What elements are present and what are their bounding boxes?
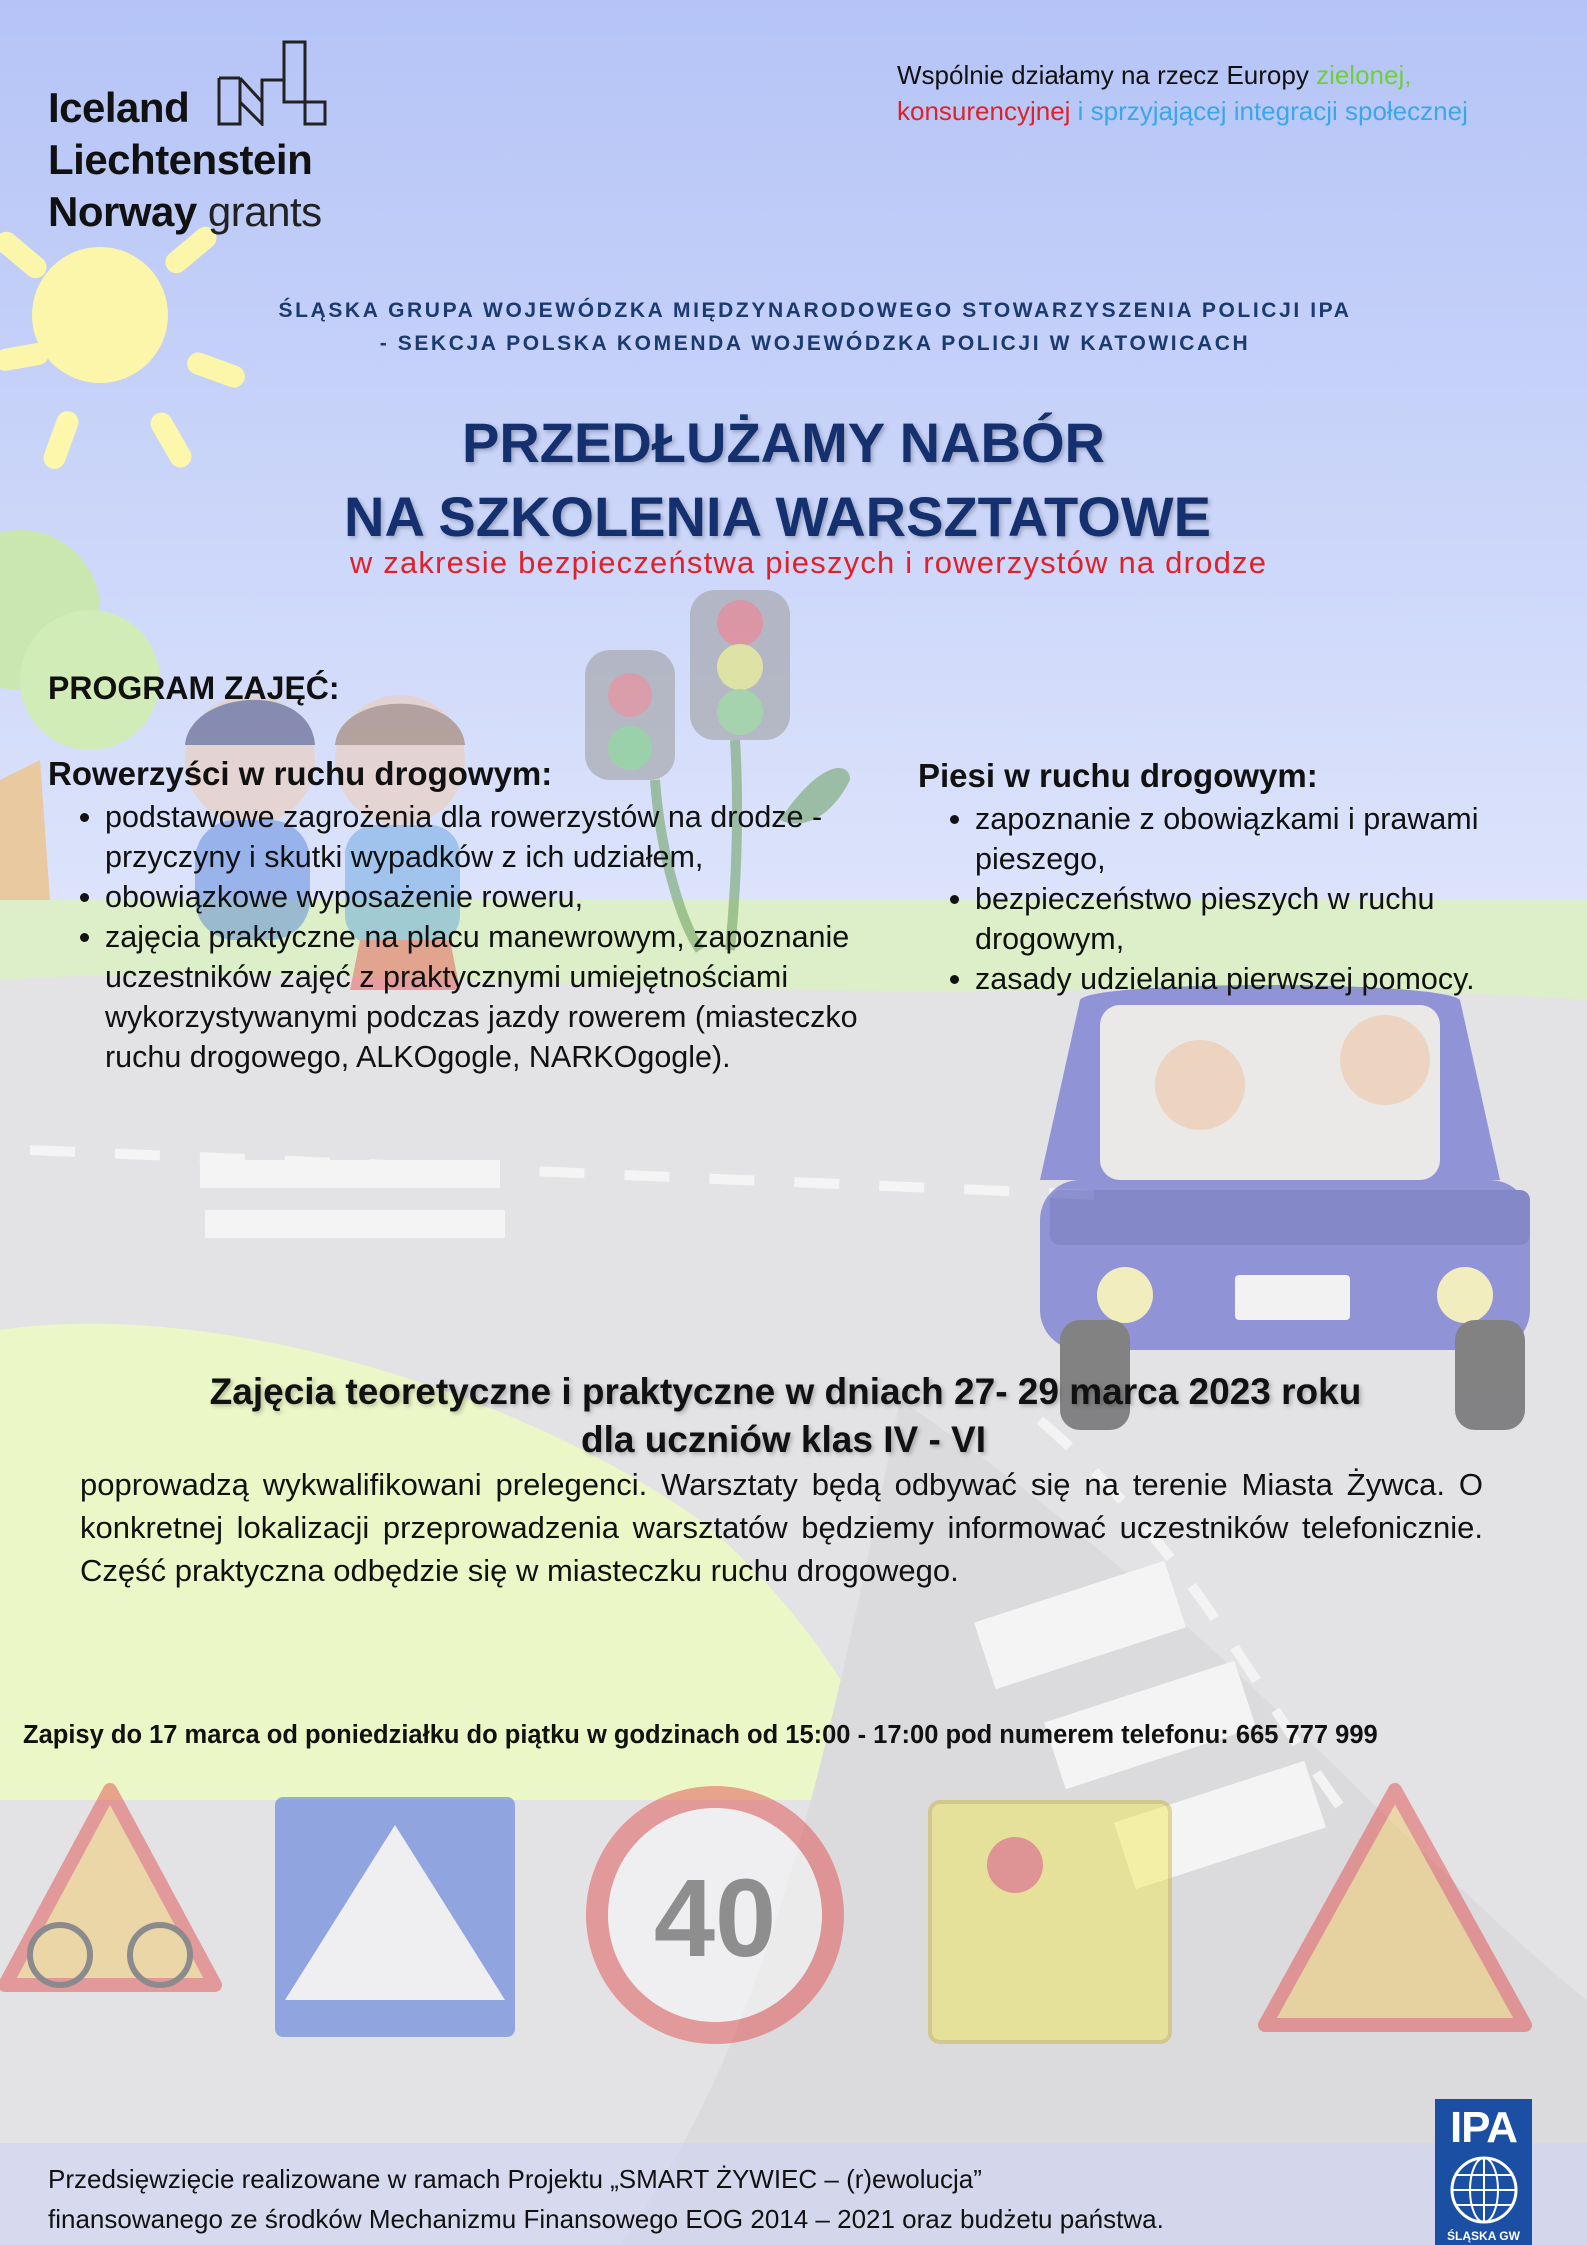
organizer-line2: - SEKCJA POLSKA KOMENDA WOJEWÓDZKA POLICJI W KATOWICACH xyxy=(379,332,1251,355)
globe-icon xyxy=(1449,2155,1519,2225)
ipa-logo-subtitle: ŚLĄSKA GW xyxy=(1447,2229,1520,2243)
pedestrians-title: Piesi w ruchu drogowym: xyxy=(918,757,1318,794)
schedule-heading xyxy=(0,1368,1587,1464)
logo-line-iceland: Iceland xyxy=(48,84,190,131)
slogan-red-word: konsurencyjnej xyxy=(897,96,1071,126)
footer xyxy=(48,2159,1164,2239)
cyclists-title: Rowerzyści w ruchu drogowym: xyxy=(48,755,553,792)
eea-grants-logo xyxy=(48,82,322,238)
cyclists-section xyxy=(48,755,868,1077)
slogan xyxy=(897,57,1468,129)
list-item: • obowiązkowe wyposażenie roweru, xyxy=(105,877,868,917)
footer-line2: finansowanego ze środków Mechanizmu Finansowego EOG 2014 – 2021 oraz budżetu państwa. xyxy=(48,2204,1164,2234)
list-item: • zapoznanie z obowiązkami i prawami pieszego, xyxy=(975,799,1558,879)
slogan-blue-words: i sprzyjającej integracji społecznej xyxy=(1070,96,1468,126)
registration-info: Zapisy do 17 marca od poniedziałku do piątku w godzinach od 15:00 - 17:00 pod numerem telefonu: 665 777 999 xyxy=(23,1721,1378,1749)
logo-line-norway: Norway xyxy=(48,188,197,235)
slogan-line1-prefix: Wspólnie działamy na rzecz Europy xyxy=(897,60,1317,90)
ipa-logo-title: IPA xyxy=(1449,2103,1518,2152)
headline-subtitle: w zakresie bezpieczeństwa pieszych i rowerzystów na drodze xyxy=(349,545,1268,580)
schedule-line1: Zajęcia teoretyczne i praktyczne w dniach 27- 29 marca 2023 roku xyxy=(209,1371,1362,1412)
organizer-name xyxy=(150,294,1480,360)
schedule-line2: dla uczniów klas IV - VI xyxy=(580,1419,987,1460)
logo-suffix-grants: grants xyxy=(207,188,322,235)
list-item: • zajęcia praktyczne na placu manewrowym, zapoznanie uczestników zajęć z praktycznymi umiejętnościami wykorzystywanymi podczas jazdy rowerem (miasteczko ruchu drogowego, ALKOgogle, NARKOgogle). xyxy=(105,917,868,1077)
schedule-description: poprowadzą wykwalifikowani prelegenci. Warsztaty będą odbywać się na terenie Miasta Żywca. O konkretnej lokalizacji przeprowadzenia warsztatów będziemy informować uczestników telefonicznie. Część praktyczna odbędzie się w miasteczku ruchu drogowego. xyxy=(80,1467,1483,1588)
pedestrians-section xyxy=(918,757,1558,999)
headline-line1: PRZEDŁUŻAMY NABÓR xyxy=(462,411,1105,474)
headline-line2: NA SZKOLENIA WARSZTATOWE xyxy=(344,485,1211,548)
slogan-green-word: zielonej, xyxy=(1316,60,1412,90)
list-item: • bezpieczeństwo pieszych w ruchu drogowym, xyxy=(975,879,1558,959)
list-item: • zasady udzielania pierwszej pomocy. xyxy=(975,959,1558,999)
list-item: • podstawowe zagrożenia dla rowerzystów na drodze - przyczyny i skutki wypadków z ich udziałem, xyxy=(105,797,868,877)
speed-limit-sign-number: 40 xyxy=(653,1857,777,1980)
program-title: PROGRAM ZAJĘĆ: xyxy=(48,670,340,706)
ipa-logo xyxy=(1435,2099,1532,2245)
logo-line-liechtenstein: Liechtenstein xyxy=(48,136,313,183)
organizer-line1: ŚLĄSKA GRUPA WOJEWÓDZKA MIĘDZYNARODOWEGO STOWARZYSZENIA POLICJI IPA xyxy=(278,299,1352,322)
headline xyxy=(0,406,1587,554)
footer-line1: Przedsięwzięcie realizowane w ramach Projektu „SMART ŻYWIEC – (r)ewolucja” xyxy=(48,2164,982,2194)
